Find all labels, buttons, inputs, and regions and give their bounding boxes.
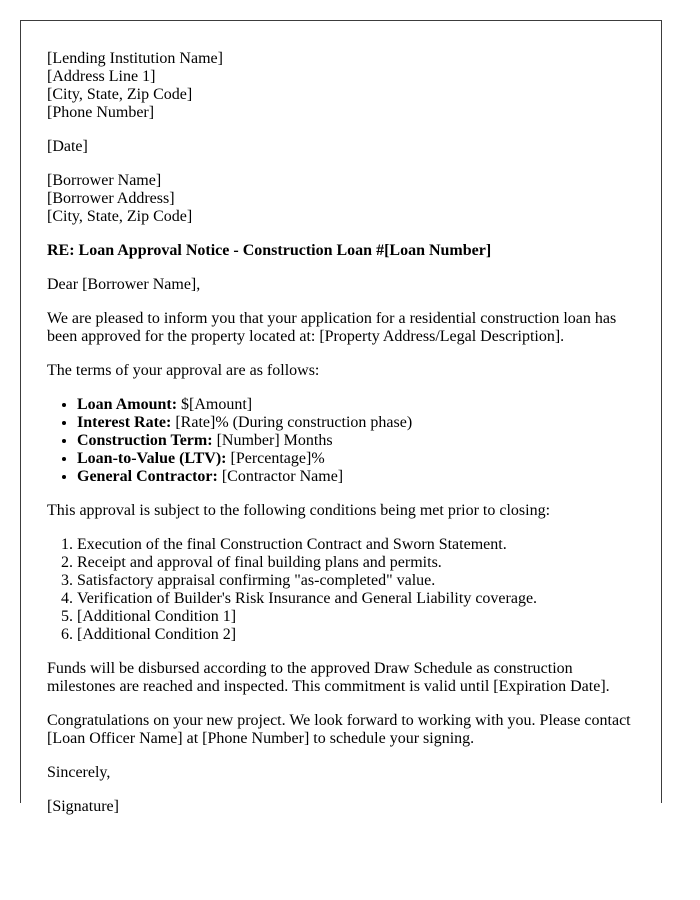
term-value: [Rate]% (During construction phase)	[171, 414, 413, 431]
salutation: Dear [Borrower Name],	[47, 276, 201, 293]
list-item: 3. Satisfactory appraisal confirming "as-completed" value.	[77, 572, 640, 590]
subject-line: RE: Loan Approval Notice - Construction Loan #[Loan Number]	[47, 242, 492, 259]
sender-name-line: [Lending Institution Name]	[47, 50, 223, 67]
list-item: 5. [Additional Condition 1]	[77, 608, 640, 626]
list-item: 4. Verification of Builder's Risk Insurance and General Liability coverage.	[77, 590, 640, 608]
recipient-city-line: [City, State, Zip Code]	[47, 208, 193, 225]
term-label: General Contractor:	[77, 468, 218, 485]
date-line: [Date]	[47, 138, 88, 155]
term-label: Loan Amount:	[77, 396, 178, 413]
sender-city-line: [City, State, Zip Code]	[47, 86, 193, 103]
recipient-name-line: [Borrower Name]	[47, 172, 162, 189]
list-item	[77, 414, 640, 432]
sender-address-block	[47, 50, 640, 122]
term-value: [Number] Months	[212, 432, 333, 449]
conditions-intro: This approval is subject to the following conditions being met prior to closing:	[47, 502, 551, 519]
sign-off: Sincerely,	[47, 764, 111, 781]
term-value: $[Amount]	[177, 396, 253, 413]
term-value: [Contractor Name]	[217, 468, 344, 485]
list-item	[77, 432, 640, 450]
recipient-address-block	[47, 172, 640, 226]
term-label: Loan-to-Value (LTV):	[77, 450, 227, 467]
list-item	[77, 396, 640, 414]
closing-paragraph: Congratulations on your new project. We look forward to working with you. Please contact [Loan Officer Name] at [Phone Number] to schedule your signing.	[47, 712, 631, 747]
loan-terms-list	[47, 396, 640, 486]
list-item	[77, 450, 640, 468]
recipient-address-line: [Borrower Address]	[47, 190, 175, 207]
disbursement-paragraph: Funds will be disbursed according to the approved Draw Schedule as construction milestones are reached and inspected. This commitment is valid until [Expiration Date].	[47, 660, 610, 695]
term-label: Interest Rate:	[77, 414, 172, 431]
sender-phone-line: [Phone Number]	[47, 104, 155, 121]
conditions-list	[47, 536, 640, 644]
intro-paragraph: We are pleased to inform you that your application for a residential construction loan has been approved for the property located at: [Property Address/Legal Description].	[47, 310, 617, 345]
list-item: 6. [Additional Condition 2]	[77, 626, 640, 644]
signature-placeholder: [Signature]	[47, 798, 119, 815]
term-label: Construction Term:	[77, 432, 213, 449]
list-item: 2. Receipt and approval of final building plans and permits.	[77, 554, 640, 572]
terms-intro: The terms of your approval are as follows:	[47, 362, 320, 379]
list-item	[77, 468, 640, 486]
list-item: 1. Execution of the final Construction Contract and Sworn Statement.	[77, 536, 640, 554]
term-value: [Percentage]%	[226, 450, 325, 467]
sender-address-line: [Address Line 1]	[47, 68, 156, 85]
letter-page	[20, 20, 662, 815]
